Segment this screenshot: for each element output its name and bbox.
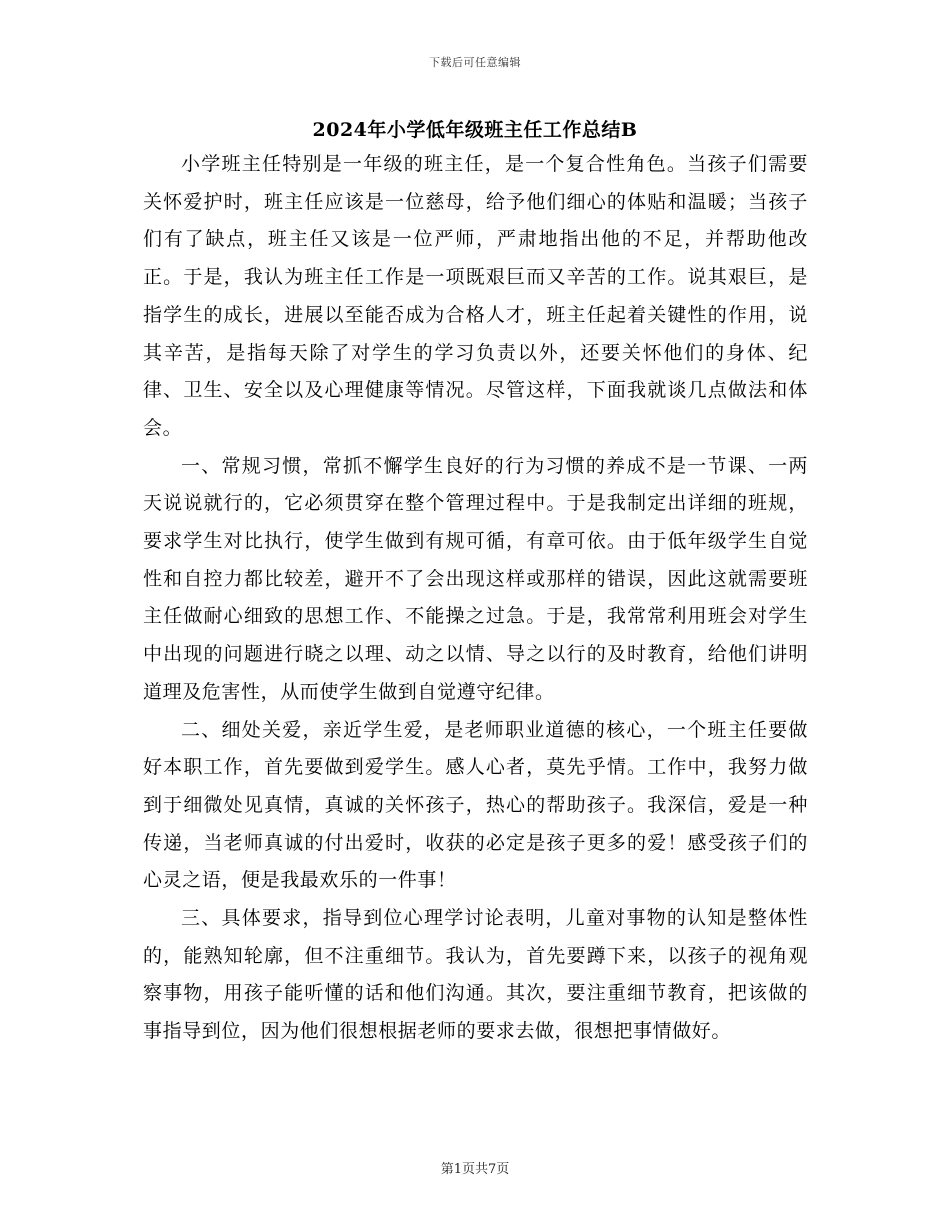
paragraph-section-3: 三、具体要求，指导到位心理学讨论表明，儿童对事物的认知是整体性的，能熟知轮廓，但不注重细节。我认为，首先要蹲下来，以孩子的视角观察事物，用孩子能听懂的话和他们沟通。其次，要注重细节教育，把该做的事指导到位，因为他们很想根据老师的要求去做，很想把事情做好。 <box>143 907 808 1043</box>
document-body <box>143 146 808 1051</box>
page-number: 第1页共7页 <box>440 1162 510 1177</box>
paragraph-section-2: 二、细处关爱，亲近学生爱，是老师职业道德的核心，一个班主任要做好本职工作，首先要做到爱学生。感人心者，莫先乎情。工作中，我努力做到于细微处见真情，真诚的关怀孩子，热心的帮助孩子。我深信，爱是一种传递，当老师真诚的付出爱时，收获的必定是孩子更多的爱！感受孩子们的心灵之语，便是我最欢乐的一件事！ <box>143 718 808 892</box>
paragraph-intro: 小学班主任特别是一年级的班主任，是一个复合性角色。当孩子们需要关怀爱护时，班主任应该是一位慈母，给予他们细心的体贴和温暖；当孩子们有了缺点，班主任又该是一位严师，严肃地指出他的不足，并帮助他改正。于是，我认为班主任工作是一项既艰巨而又辛苦的工作。说其艰巨，是指学生的成长，进展以至能否成为合格人才，班主任起着关键性的作用，说其辛苦，是指每天除了对学生的学习负责以外，还要关怀他们的身体、纪律、卫生、安全以及心理健康等情况。尽管这样，下面我就谈几点做法和体会。 <box>143 153 808 439</box>
paragraph-section-1: 一、常规习惯，常抓不懈学生良好的行为习惯的养成不是一节课、一两天说说就行的，它必须贯穿在整个管理过程中。于是我制定出详细的班规，要求学生对比执行，使学生做到有规可循，有章可依。由于低年级学生自觉性和自控力都比较差，避开不了会出现这样或那样的错误，因此这就需要班主任做耐心细致的思想工作、不能操之过急。于是，我常常利用班会对学生中出现的问题进行晓之以理、动之以情、导之以行的及时教育，给他们讲明道理及危害性，从而使学生做到自觉遵守纪律。 <box>143 454 808 703</box>
page-header-note: 下载后可任意编辑 <box>429 56 521 69</box>
document-title: 2024年小学低年级班主任工作总结B <box>312 119 638 141</box>
